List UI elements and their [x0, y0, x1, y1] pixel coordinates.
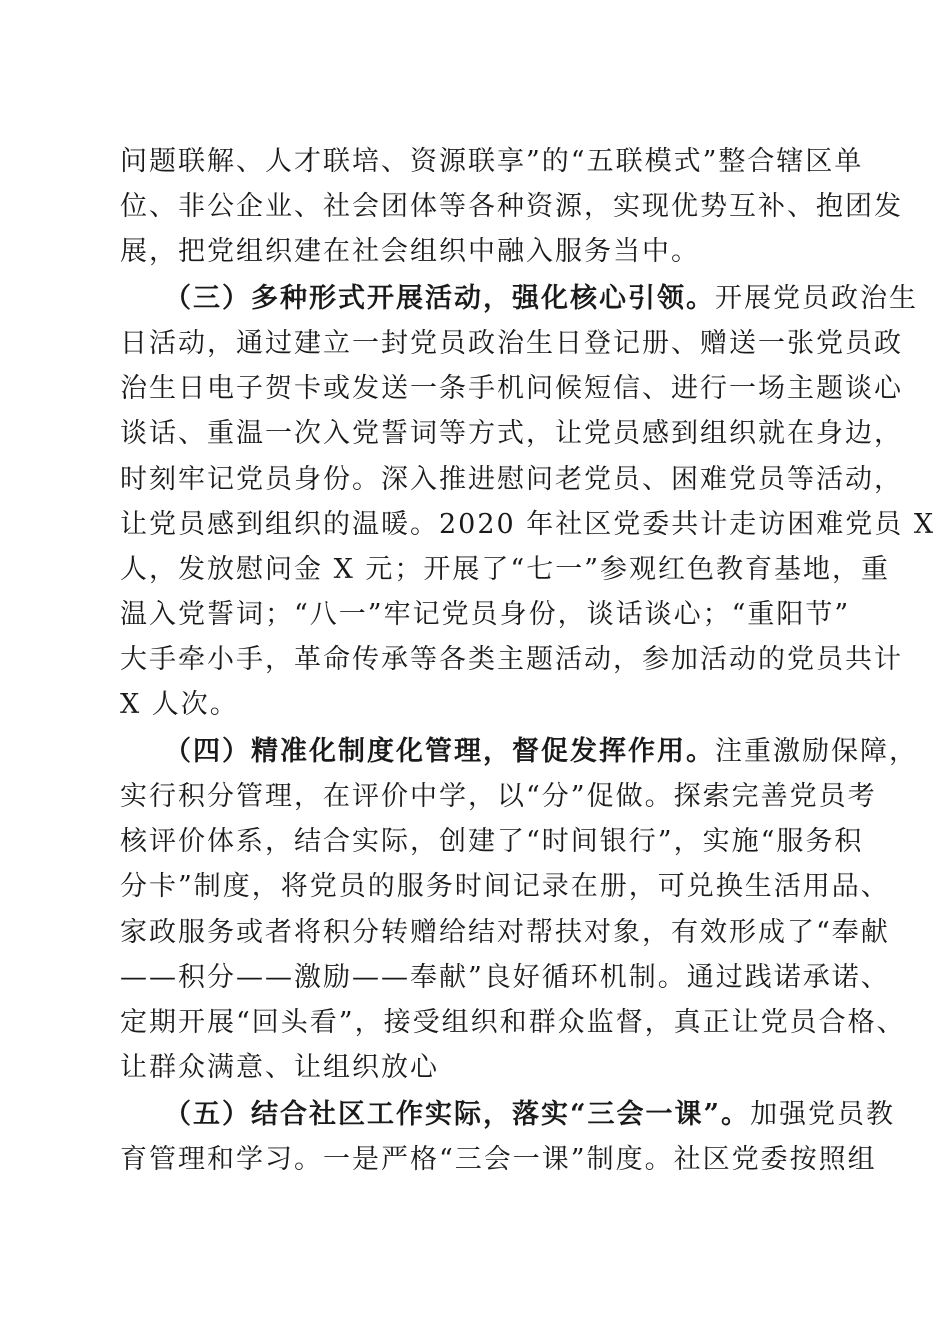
paragraph-1-line-1: 问题联解、人才联培、资源联享”的“五联模式”整合辖区单 [120, 146, 864, 177]
section-3-line-1 [164, 283, 918, 315]
section-3-line-2: 日活动，通过建立一封党员政治生日登记册、赠送一张党员政 [120, 328, 903, 359]
section-4-heading: （四）精准化制度化管理，督促发挥作用。 [164, 736, 715, 767]
paragraph-1-line-2: 位、非公企业、社会团体等各种资源，实现优势互补、抱团发 [120, 191, 903, 222]
section-5-line-1-text: 加强党员教 [750, 1099, 896, 1130]
section-4-line-3: 核评价体系，结合实际，创建了“时间银行”，实施“服务积 [120, 826, 864, 857]
section-5-line-2: 育管理和学习。一是严格“三会一课”制度。社区党委按照组 [120, 1144, 877, 1175]
section-3-line-3: 治生日电子贺卡或发送一条手机问候短信、进行一场主题谈心 [120, 373, 903, 404]
section-3-line-7: 人，发放慰问金 X 元；开展了“七一”参观红色教育基地，重 [120, 554, 890, 585]
section-3-line-8: 温入党誓词；“八一”牢记党员身份，谈话谈心；“重阳节” [120, 599, 851, 630]
section-3-line-1-text: 开展党员政治生 [715, 283, 918, 314]
section-3-line-6: 让党员感到组织的温暖。2020 年社区党委共计走访困难党员 X [120, 509, 936, 540]
section-5-line-1 [164, 1099, 895, 1131]
section-4-line-1-text: 注重激励保障， [715, 736, 918, 767]
paragraph-1-line-3: 展，把党组织建在社会组织中融入服务当中。 [120, 236, 700, 267]
section-4-line-4: 分卡”制度，将党员的服务时间记录在册，可兑换生活用品、 [120, 871, 890, 902]
section-4-line-6: ——积分——激励——奉献”良好循环机制。通过践诺承诺、 [120, 962, 890, 993]
section-3-line-5: 时刻牢记党员身份。深入推进慰问老党员、困难党员等活动， [120, 464, 903, 495]
section-4-line-2: 实行积分管理，在评价中学，以“分”促做。探索完善党员考 [120, 781, 877, 812]
section-4-line-5: 家政服务或者将积分转赠给结对帮扶对象，有效形成了“奉献 [120, 917, 890, 948]
section-4-line-7: 定期开展“回头看”，接受组织和群众监督，真正让党员合格、 [120, 1007, 906, 1038]
section-3-line-9: 大手牵小手，革命传承等各类主题活动，参加活动的党员共计 [120, 644, 903, 675]
section-3-line-10: X 人次。 [120, 689, 239, 720]
section-4-line-8: 让群众满意、让组织放心 [120, 1052, 439, 1083]
section-3-line-4: 谈话、重温一次入党誓词等方式，让党员感到组织就在身边， [120, 418, 903, 449]
section-4-line-1 [164, 736, 918, 768]
section-5-heading: （五）结合社区工作实际，落实“三会一课”。 [164, 1099, 751, 1130]
section-3-heading: （三）多种形式开展活动，强化核心引领。 [164, 283, 715, 314]
